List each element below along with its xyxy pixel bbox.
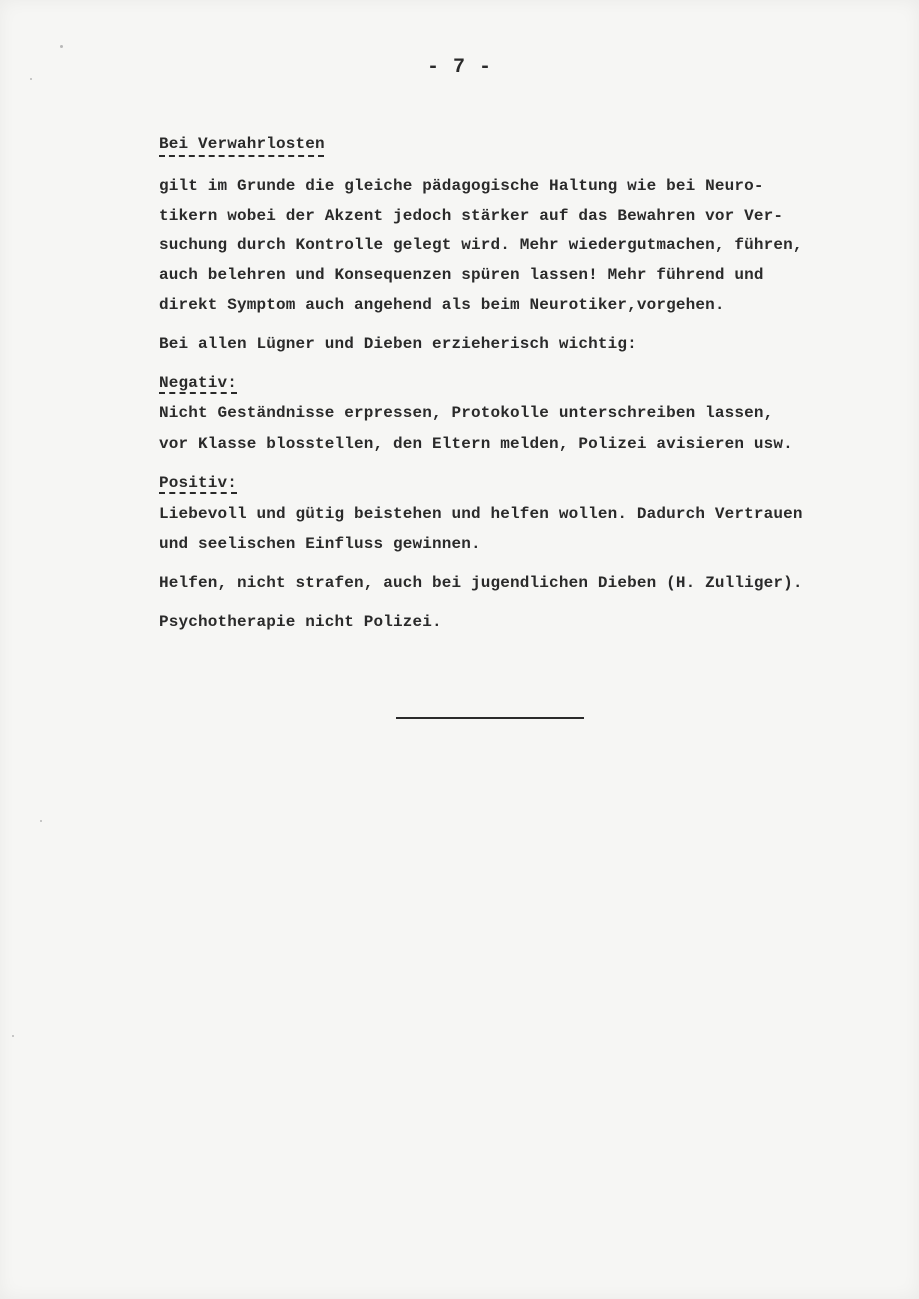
paper-speck [12, 1035, 14, 1037]
negative-heading: Negativ: [159, 374, 238, 392]
paragraph-line: tikern wobei der Akzent jedoch stärker auf das Bewahren vor Ver- [159, 207, 784, 225]
paragraph-line: auch belehren und Konsequenzen spüren lassen! Mehr führend und [159, 266, 764, 284]
paragraph-line: gilt im Grunde die gleiche pädagogische Haltung wie bei Neuro- [159, 177, 764, 195]
paper-speck [30, 78, 32, 80]
negative-line: vor Klasse blosstellen, den Eltern melden, Polizei avisieren usw. [159, 435, 793, 453]
paragraph-line: suchung durch Kontrolle gelegt wird. Mehr wiedergutmachen, führen, [159, 236, 803, 254]
positive-heading: Positiv: [159, 474, 238, 492]
page-number: - 7 - [426, 56, 492, 79]
paper-speck [60, 45, 63, 48]
section-heading: Bei Verwahrlosten [159, 135, 325, 153]
positive-line: und seelischen Einfluss gewinnen. [159, 535, 481, 553]
intro-line: Bei allen Lügner und Dieben erzieherisch wichtig: [159, 335, 637, 353]
positive-line: Liebevoll und gütig beistehen und helfen wollen. Dadurch Vertrauen [159, 505, 803, 523]
negative-line: Nicht Geständnisse erpressen, Protokolle unterschreiben lassen, [159, 404, 774, 422]
closing-line: Psychotherapie nicht Polizei. [159, 613, 442, 631]
paper-speck [40, 820, 42, 822]
end-rule [396, 717, 584, 719]
paragraph-line: direkt Symptom auch angehend als beim Neurotiker,vorgehen. [159, 296, 725, 314]
closing-line: Helfen, nicht strafen, auch bei jugendlichen Dieben (H. Zulliger). [159, 574, 803, 592]
